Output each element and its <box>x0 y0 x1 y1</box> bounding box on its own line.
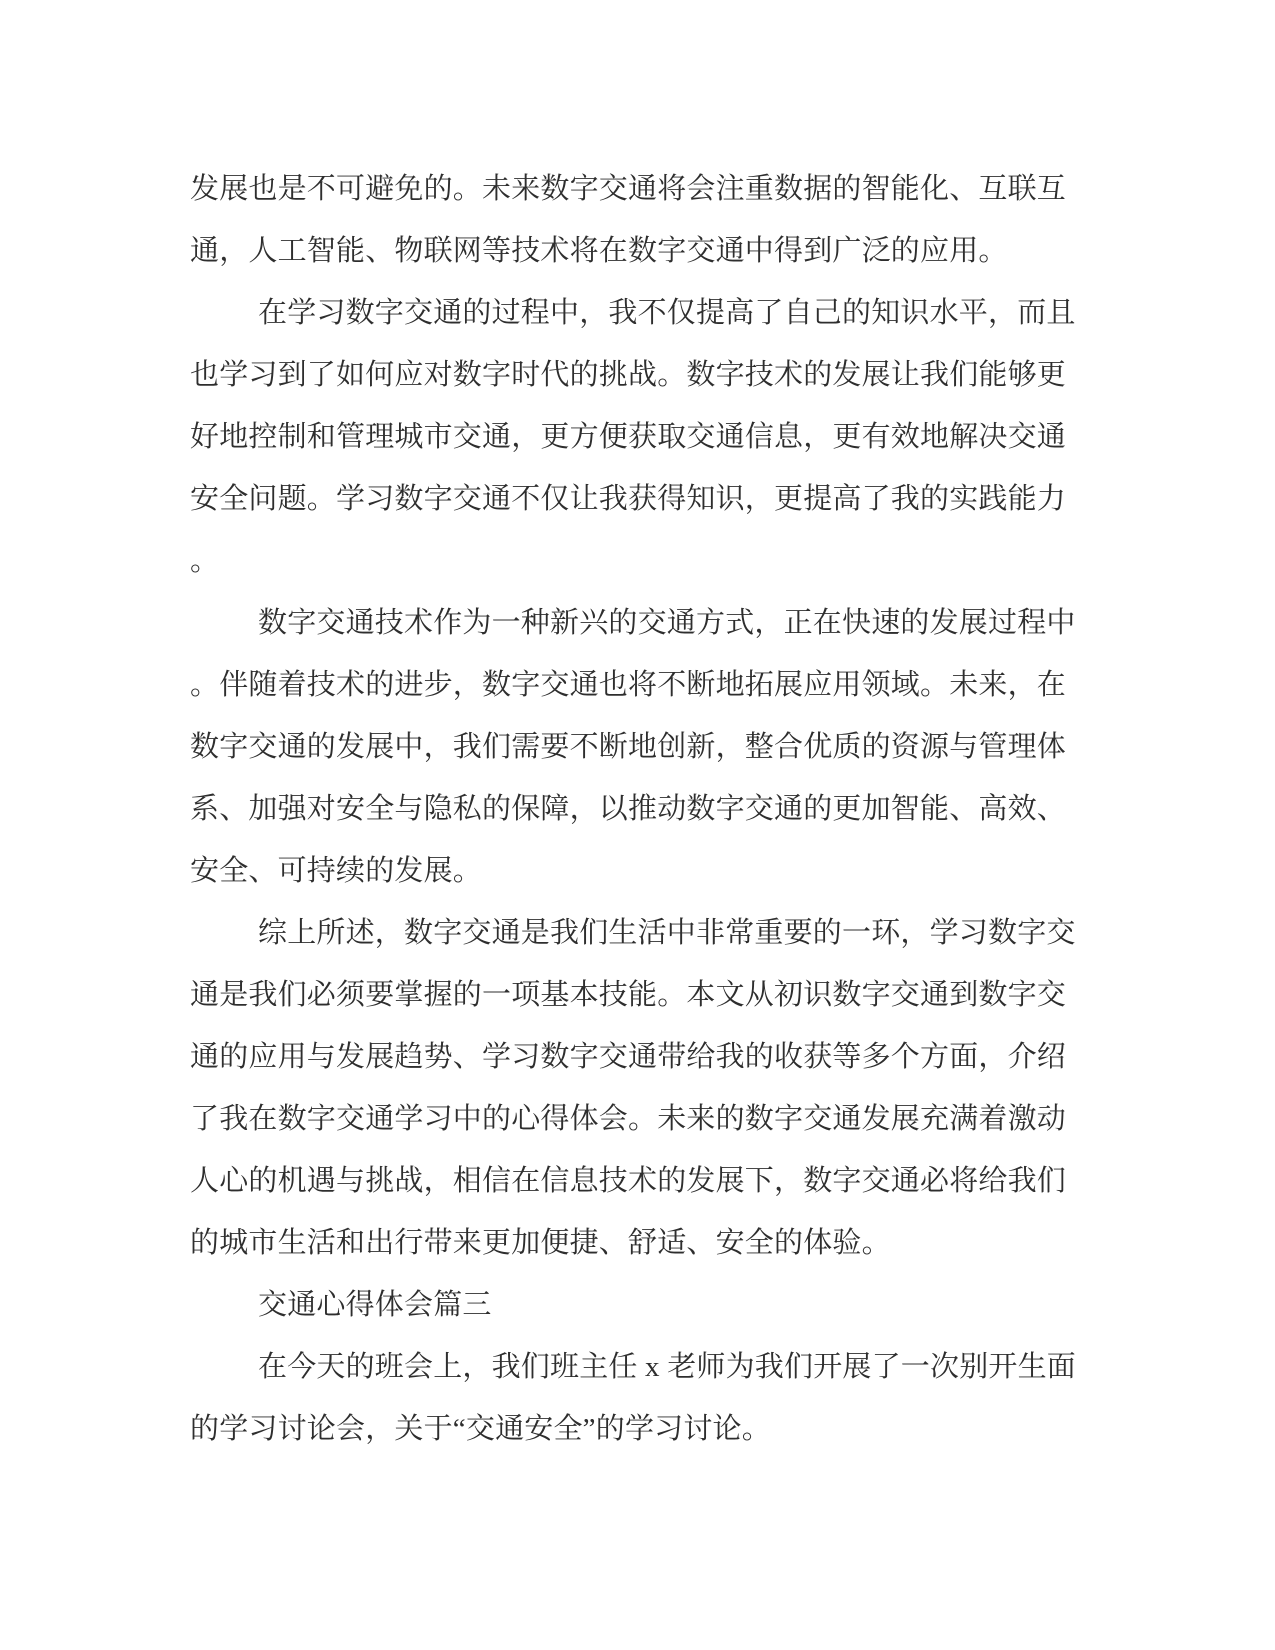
text-line: 系、加强对安全与隐私的保障，以推动数字交通的更加智能、高效、 <box>190 793 1067 825</box>
text-line: 的学习讨论会，关于“交通安全”的学习讨论。 <box>190 1413 771 1445</box>
document-body <box>190 158 1080 1460</box>
text-line: 。伴随着技术的进步，数字交通也将不断地拓展应用领域。未来，在 <box>190 669 1067 701</box>
text-line: 综上所述，数字交通是我们生活中非常重要的一环，学习数字交 <box>258 917 1076 949</box>
paragraph-learning-process <box>190 282 1080 592</box>
paragraph-summary <box>190 902 1080 1274</box>
text-line: 安全、可持续的发展。 <box>190 855 483 887</box>
text-line: 人心的机遇与挑战，相信在信息技术的发展下，数字交通必将给我们 <box>190 1165 1067 1197</box>
text-line: 在学习数字交通的过程中，我不仅提高了自己的知识水平，而且 <box>258 297 1076 329</box>
text-line: 。 <box>190 545 220 577</box>
text-line: 安全问题。学习数字交通不仅让我获得知识，更提高了我的实践能力 <box>190 483 1067 515</box>
paragraph-class-meeting <box>190 1336 1080 1460</box>
text-line: 好地控制和管理城市交通，更方便获取交通信息，更有效地解决交通 <box>190 421 1067 453</box>
text-line: 了我在数字交通学习中的心得体会。未来的数字交通发展充满着激动 <box>190 1103 1067 1135</box>
text-line: 在今天的班会上，我们班主任 x 老师为我们开展了一次别开生面 <box>258 1351 1077 1383</box>
text-line: 通的应用与发展趋势、学习数字交通带给我的收获等多个方面，介绍 <box>190 1041 1067 1073</box>
text-line: 发展也是不可避免的。未来数字交通将会注重数据的智能化、互联互 <box>190 173 1067 205</box>
paragraph-section-heading <box>190 1274 1080 1336</box>
section-title-line: 交通心得体会篇三 <box>258 1289 492 1321</box>
paragraph-technology-development <box>190 592 1080 902</box>
text-line: 的城市生活和出行带来更加便捷、舒适、安全的体验。 <box>190 1227 891 1259</box>
text-line: 数字交通技术作为一种新兴的交通方式，正在快速的发展过程中 <box>258 607 1076 639</box>
text-line: 通，人工智能、物联网等技术将在数字交通中得到广泛的应用。 <box>190 235 1008 267</box>
text-line: 通是我们必须要掌握的一项基本技能。本文从初识数字交通到数字交 <box>190 979 1067 1011</box>
text-line: 也学习到了如何应对数字时代的挑战。数字技术的发展让我们能够更 <box>190 359 1067 391</box>
paragraph-continuation <box>190 158 1080 282</box>
text-line: 数字交通的发展中，我们需要不断地创新，整合优质的资源与管理体 <box>190 731 1067 763</box>
